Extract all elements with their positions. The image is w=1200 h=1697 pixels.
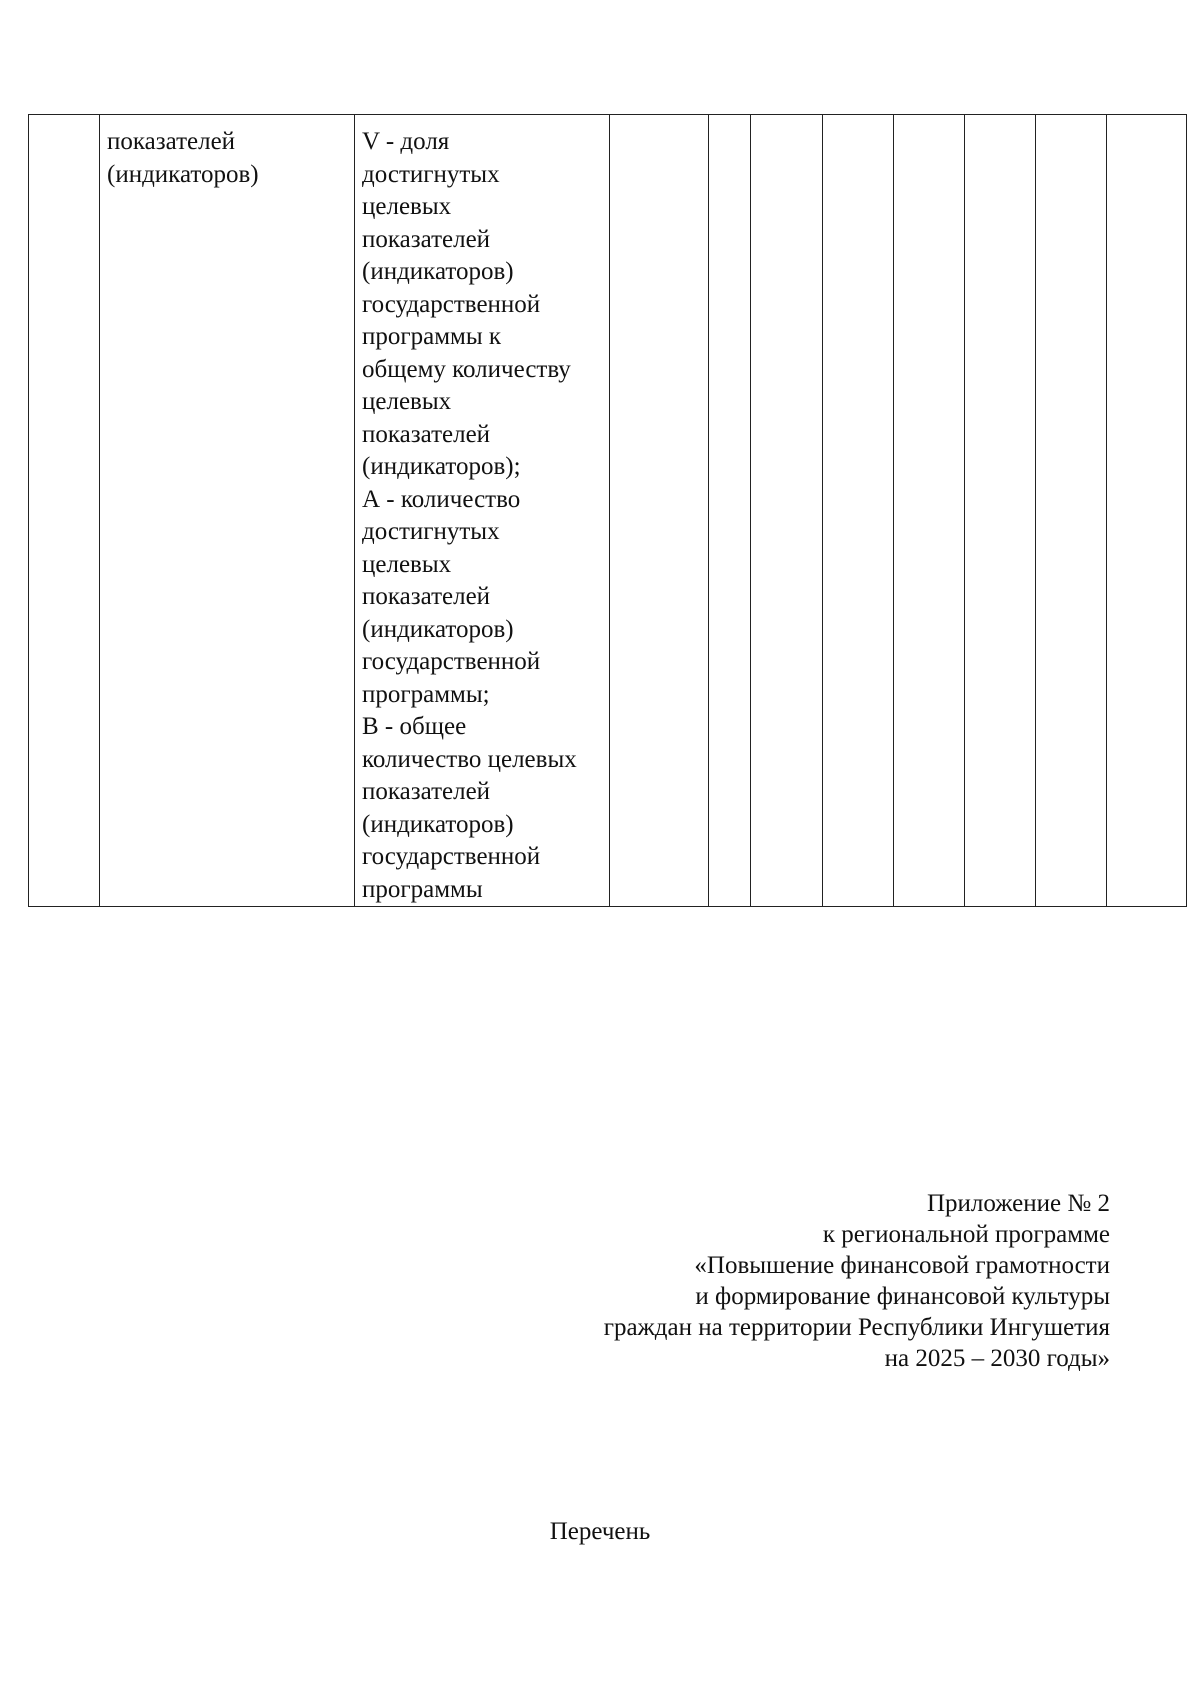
indicators-table-continuation	[28, 114, 1187, 907]
table-cell-formula-description	[355, 115, 610, 907]
indicator-name-text: показателей (индикаторов)	[107, 128, 259, 188]
annex-line: к региональной программе	[822, 1221, 1110, 1248]
annex-line: «Повышение финансовой грамотности	[694, 1252, 1110, 1279]
table-row	[29, 115, 1187, 907]
annex-line: граждан на территории Республики Ингушетия	[603, 1314, 1110, 1341]
table-cell-empty	[894, 115, 965, 907]
table-cell-empty	[610, 115, 709, 907]
annex-number: Приложение № 2	[926, 1190, 1110, 1217]
table-cell-empty	[1107, 115, 1187, 907]
table-cell-indicator-name	[100, 115, 355, 907]
table-cell-empty	[709, 115, 751, 907]
formula-description-text: V - доля достигнутых целевых показателей (индикаторов) государственной программы к общему количеству целевых показателей (индикаторов); А - количество достигнутых целевых показателей (индикаторов) государственной программы; В - общее количество целевых показателей (индикаторов) государственной программы	[362, 128, 577, 903]
annex-line: на 2025 – 2030 годы»	[884, 1345, 1110, 1372]
table-cell-empty	[965, 115, 1036, 907]
table-cell-empty	[1036, 115, 1107, 907]
annex-line: и формирование финансовой культуры	[695, 1283, 1110, 1310]
table-cell-number	[29, 115, 100, 907]
list-title: Перечень	[549, 1518, 651, 1545]
table-cell-empty	[751, 115, 823, 907]
annex-header	[604, 1188, 1110, 1374]
table-cell-empty	[823, 115, 894, 907]
